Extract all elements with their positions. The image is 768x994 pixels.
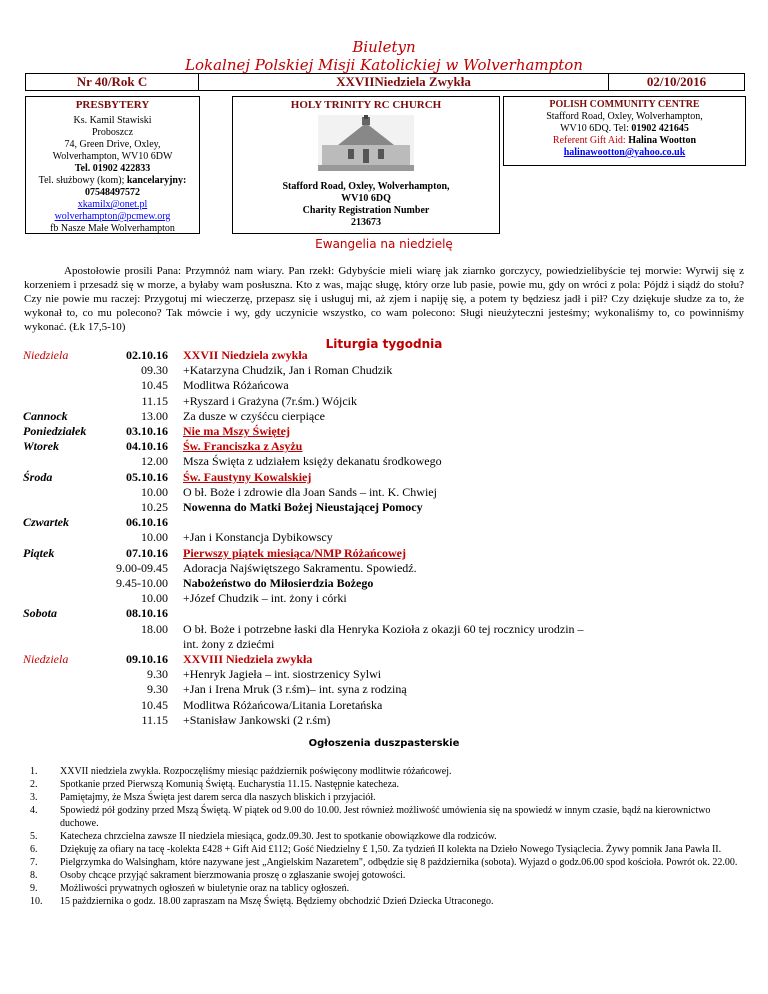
liturgy-time: 9.30	[147, 667, 168, 682]
notice-item	[30, 843, 746, 856]
liturgy-time: 06.10.16	[126, 515, 168, 530]
notice-number: 8.	[30, 870, 38, 881]
liturgy-time: 10.25	[141, 500, 168, 514]
liturgy-desc: Adoracja Najświętszego Sakramentu. Spowiedź.	[183, 560, 417, 575]
liturgy-time: 10.45	[141, 378, 168, 393]
notice-number: 4.	[30, 805, 38, 816]
liturgy-time: 9.45-10.00	[116, 576, 168, 590]
notice-text: Spotkanie przed Pierwszą Komunią Świętą. Eucharystia 11.15. Następnie katecheza.	[60, 779, 399, 790]
notice-number: 5.	[30, 831, 38, 842]
liturgy-day: Niedziela	[23, 652, 69, 666]
liturgy-desc: int. żony z dziećmi	[183, 636, 275, 651]
liturgy-row	[0, 682, 768, 697]
liturgy-day: Sobota	[23, 606, 58, 621]
notice-item	[30, 804, 746, 830]
liturgy-time: 11.15	[141, 393, 168, 408]
liturgy-row	[0, 576, 768, 591]
liturgy-time: 09.10.16	[126, 652, 168, 666]
notice-text: XXVII niedziela zwykła. Rozpoczęliśmy miesiąc październik poświęcony modlitwie różańcowej.	[60, 766, 452, 777]
liturgy-desc: +Ryszard i Grażyna (7r.śm.) Wójcik	[183, 393, 358, 408]
liturgy-time: 10.45	[141, 697, 168, 712]
liturgy-day: Czwartek	[23, 515, 70, 530]
liturgy-day: Poniedziałek	[23, 424, 87, 438]
notice-text: Możliwości prywatnych ogłoszeń w biuletynie oraz na tablicy ogłoszeń.	[60, 883, 350, 894]
church-heading: HOLY TRINITY RC CHURCH	[290, 99, 442, 111]
liturgy-time: 12.00	[141, 454, 168, 469]
notice-number: 6.	[30, 844, 38, 855]
liturgy-desc: Modlitwa Różańcowa	[183, 378, 289, 393]
liturgy-day: Niedziela	[23, 348, 69, 362]
community-email-link[interactable]: halinawootton@yahoo.co.uk	[563, 147, 686, 158]
notice-item	[30, 830, 746, 843]
bulletin-title: Biuletyn	[352, 38, 416, 56]
liturgy-time: 02.10.16	[126, 348, 168, 362]
notice-item	[30, 882, 746, 895]
church-photo	[318, 115, 414, 171]
notice-text: Dziękuję za ofiary na tacę -kolekta £428 + Gift Aid £112; Gość Niedzielny £ 1,50. Za tydzień II kolekta na Dzieło Nowego Tysiąclecia. Żywy pomnik Jana Pawła II.	[60, 844, 722, 855]
liturgy-desc: +Jan i Konstancja Dybikowscy	[183, 530, 333, 545]
notice-number: 1.	[30, 766, 38, 777]
liturgy-row	[0, 530, 768, 545]
notice-item	[30, 895, 746, 908]
liturgy-row	[0, 424, 768, 439]
liturgy-desc: Za dusze w czyśćcu cierpiące	[183, 408, 325, 423]
gift-aid	[504, 135, 745, 147]
liturgy-time: 18.00	[141, 621, 168, 636]
liturgy-row	[0, 622, 768, 637]
community-heading: POLISH COMMUNITY CENTRE	[549, 99, 700, 110]
liturgy-desc: Msza Święta z udziałem księży dekanatu środkowego	[183, 454, 442, 469]
liturgy-desc: Nie ma Mszy Świętej	[183, 424, 290, 438]
liturgy-desc: Nabożeństwo do Miłosierdzia Bożego	[183, 576, 374, 590]
liturgy-desc: Modlitwa Różańcowa/Litania Loretańska	[183, 697, 383, 712]
liturgy-row	[0, 652, 768, 667]
liturgy-time: 05.10.16	[126, 469, 168, 484]
community-postcode: WV10 6DQ. Tel:	[560, 123, 629, 134]
liturgy-day: Piątek	[23, 545, 55, 560]
liturgy-desc: Św. Faustyny Kowalskiej	[183, 469, 312, 484]
notice-number: 10.	[30, 896, 43, 907]
liturgy-time: 04.10.16	[126, 439, 168, 454]
liturgy-row	[0, 667, 768, 682]
liturgy-time: 9.30	[147, 682, 168, 697]
sunday-name: XXVIINiedziela Zwykła	[199, 73, 608, 91]
presbytery-box	[25, 96, 200, 234]
community-tel: 01902 421645	[631, 123, 689, 134]
liturgy-day: Środa	[23, 469, 53, 484]
liturgy-desc: +Henryk Jagieła – int. siostrzenicy Sylwi	[183, 667, 382, 682]
liturgy-desc: Św. Franciszka z Asyżu	[183, 439, 303, 454]
issue-number: Nr 40/Rok C	[25, 73, 199, 91]
facebook-label: fb Nasze Małe Wolverhampton	[50, 223, 175, 234]
liturgy-row	[0, 394, 768, 409]
liturgy-row	[0, 515, 768, 530]
email-link[interactable]: wolverhampton@pcmew.org	[54, 211, 171, 222]
liturgy-time: 10.00	[141, 484, 168, 499]
issue-bar	[25, 73, 745, 91]
notice-item	[30, 869, 746, 882]
liturgy-row	[0, 698, 768, 713]
presbytery-line: Wolverhampton, WV10 6DW	[52, 151, 173, 162]
tel2-bold: kancelaryjny:	[126, 175, 187, 186]
notice-item	[30, 856, 746, 869]
community-address: Stafford Road, Oxley, Wolverhampton,	[546, 111, 703, 122]
presbytery-tel2	[26, 175, 199, 187]
liturgy-desc: +Katarzyna Chudzik, Jan i Roman Chudzik	[183, 363, 393, 378]
notices-heading: Ogłoszenia duszpasterskie	[308, 738, 460, 749]
community-box	[503, 96, 746, 166]
church-charity-number: 213673	[351, 217, 381, 228]
presbytery-tel: Tel. 01902 422833	[74, 163, 151, 174]
liturgy-row	[0, 561, 768, 576]
liturgy-desc: Nowenna do Matki Bożej Nieustającej Pomocy	[183, 500, 423, 514]
liturgy-time: 07.10.16	[126, 545, 168, 560]
notice-number: 7.	[30, 857, 38, 868]
liturgy-time: 10.00	[141, 530, 168, 545]
presbytery-line: Proboszcz	[91, 127, 134, 138]
liturgy-row	[0, 409, 768, 424]
liturgy-day: Cannock	[23, 408, 68, 423]
liturgy-time: 08.10.16	[126, 606, 168, 621]
bulletin-subtitle: Lokalnej Polskiej Misji Katolickiej w Wolverhampton	[185, 56, 583, 74]
liturgy-desc: XXVIII Niedziela zwykła	[183, 652, 313, 666]
notice-text: Pielgrzymka do Walsingham, które nazywane jest „Angielskim Nazaretem", odbędzie się 8 października (sobota). Wyjazd o godz.06.00 spod kościoła. Powrót ok. 22.00.	[60, 857, 738, 868]
liturgy-desc: O bł. Boże i zdrowie dla Joan Sands – int. K. Chwiej	[183, 484, 437, 499]
liturgy-time: 11.15	[141, 712, 168, 727]
notice-text: Katecheza chrzcielna zawsze II niedziela miesiąca, godz.09.30. Jest to spotkanie obowiązkowe dla rodziców.	[60, 831, 497, 842]
liturgy-time: 09.30	[141, 363, 168, 378]
liturgy-time: 03.10.16	[126, 424, 168, 438]
presbytery-line: 74, Green Drive, Oxley,	[64, 139, 161, 150]
liturgy-row	[0, 439, 768, 454]
notice-text: Spowiedź pół godziny przed Mszą Świętą. W piątek od 9.00 do 10.00. Jest również możliwość umówienia się na spowiedź w innym czasie, bądź na kierownictwo duchowe.	[60, 805, 711, 829]
notice-number: 2.	[30, 779, 38, 790]
notice-number: 3.	[30, 792, 38, 803]
notice-number: 9.	[30, 883, 38, 894]
church-box	[232, 96, 500, 234]
church-address: Stafford Road, Oxley, Wolverhampton,	[282, 181, 450, 192]
liturgy-row	[0, 470, 768, 485]
notice-item	[30, 765, 746, 778]
liturgy-row	[0, 485, 768, 500]
liturgy-desc: O bł. Boże i potrzebne łaski dla Henryka Kozioła z okazji 60 tej rocznicy urodzin –	[183, 621, 584, 636]
liturgy-desc: +Stanisław Jankowski (2 r.śm)	[183, 712, 331, 727]
liturgy-row	[0, 348, 768, 363]
notices-list	[30, 765, 746, 908]
liturgy-desc: Pierwszy piątek miesiąca/NMP Różańcowej	[183, 545, 406, 560]
liturgy-row	[0, 606, 768, 621]
liturgy-row	[0, 713, 768, 728]
liturgy-time: 10.00	[141, 591, 168, 606]
gospel-text: Apostołowie prosili Pana: Przymnóż nam wiary. Pan rzekł: Gdybyście mieli wiarę jak ziarnko gorczycy, powiedzielibyście tej morwie: Wyrwij się z korzeniem i przesadź się w morze, a byłaby wam posłuszna. Kto z was, mając sługę, który orze lub pasie, powie mu, gdy on wróci z pola: Pójdź i siądź do stołu? Czy nie powie mu raczej: Przygotuj mi wieczerzę, przepasz się i usługuj mi, aż zjem i napiję się, a potem ty będziesz jadł i pił? Czy dziękuje słudze za to, że wykonał to, co mu polecono? Tak mówcie i wy, gdy uczynicie wszystko, co wam polecono: Sługi nieużyteczni jesteśmy; wykonaliśmy to, co powinniśmy wykonać. (Łk 17,5-10)	[24, 265, 744, 333]
gift-aid-name: Halina Wootton	[628, 135, 697, 146]
notice-text: 15 października o godz. 18.00 zapraszam na Mszę Świętą. Będziemy obchodzić Dzień Dziecka Utraconego.	[60, 896, 494, 907]
notice-item	[30, 791, 746, 804]
liturgy-row	[0, 500, 768, 515]
liturgy-row	[0, 637, 768, 652]
liturgy-row	[0, 546, 768, 561]
gospel-heading: Ewangelia na niedzielę	[315, 237, 453, 251]
liturgy-row	[0, 591, 768, 606]
liturgy-row	[0, 454, 768, 469]
tel2-label: Tel. służbowy (kom);	[38, 175, 125, 186]
email-link[interactable]: xkamilx@onet.pl	[77, 199, 148, 210]
church-postcode: WV10 6DQ	[341, 193, 391, 204]
notice-item	[30, 778, 746, 791]
liturgy-row	[0, 363, 768, 378]
liturgy-time: 13.00	[141, 408, 168, 423]
presbytery-mobile: 07548497572	[85, 187, 140, 198]
presbytery-heading: PRESBYTERY	[75, 99, 150, 111]
gift-aid-label: Referent Gift Aid:	[552, 135, 626, 146]
liturgy-desc: XXVII Niedziela zwykła	[183, 348, 308, 362]
church-charity: Charity Registration Number	[302, 205, 430, 216]
liturgy-heading: Liturgia tygodnia	[325, 337, 443, 351]
liturgy-desc: +Jan i Irena Mruk (3 r.śm)– int. syna z rodziną	[183, 682, 407, 697]
notice-text: Pamiętajmy, że Msza Święta jest darem serca dla naszych bliskich i przyjaciół.	[60, 792, 376, 803]
liturgy-desc: +Józef Chudzik – int. żony i córki	[183, 591, 347, 606]
presbytery-line: Ks. Kamil Stawiski	[73, 115, 152, 126]
liturgy-time: 9.00-09.45	[116, 560, 168, 575]
community-phone	[504, 123, 745, 135]
liturgy-row	[0, 378, 768, 393]
notice-text: Osoby chcące przyjąć sakrament bierzmowania proszę o zgłaszanie swojej gotowości.	[60, 870, 406, 881]
liturgy-day: Wtorek	[23, 439, 59, 454]
issue-date: 02/10/2016	[608, 73, 745, 91]
